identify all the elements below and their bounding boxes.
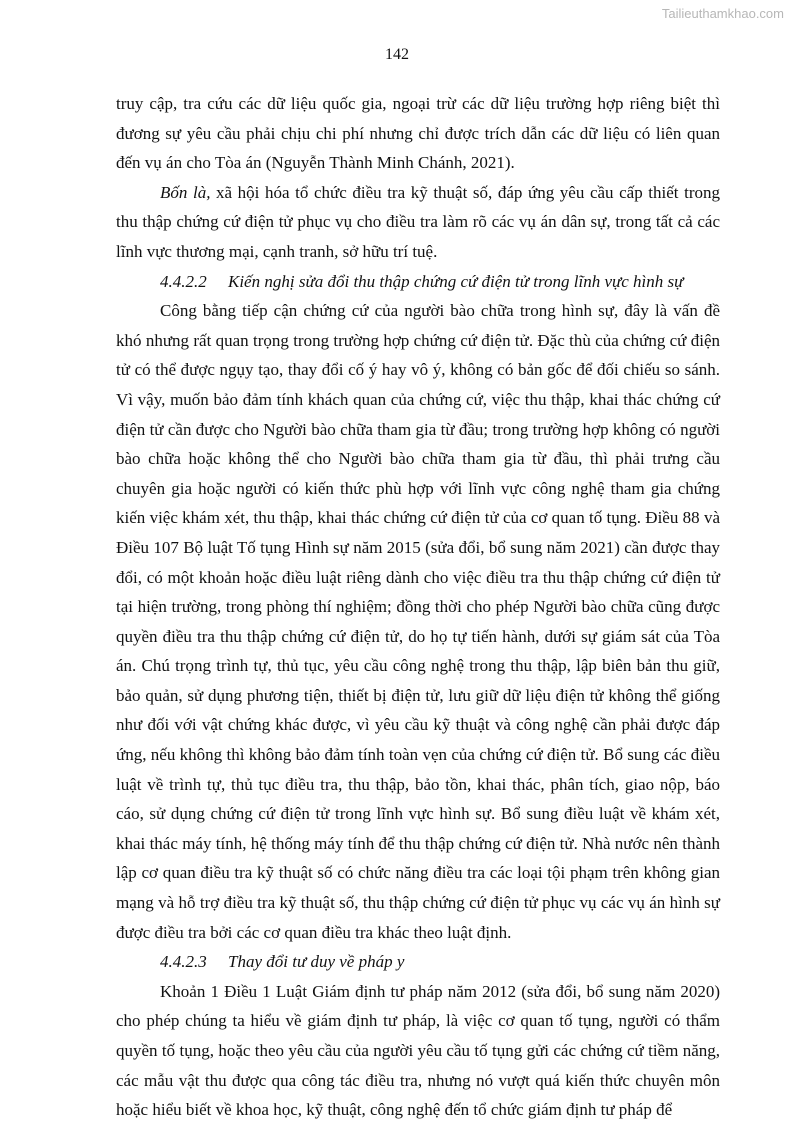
section-number-4422: 4.4.2.2 <box>160 271 207 291</box>
paragraph-fourth-text: xã hội hóa tổ chức điều tra kỹ thuật số, đáp ứng yêu cầu cấp thiết trong thu thập chứng cứ điện tử phục vụ cho điều tra làm rõ các vụ án dân sự, trong tất cả các lĩnh vực thương mại, cạnh tranh, sở hữu trí tuệ. <box>116 182 721 261</box>
section-body-4422: Công bằng tiếp cận chứng cứ của người bào chữa trong hình sự, đây là vấn đề khó nhưng rất quan trọng trong trường hợp chứng cứ điện tử. Đặc thù của chứng cứ điện tử có thể được ngụy tạo, thay đổi cố ý hay vô ý, không có bản gốc để đối chiếu so sánh. Vì vậy, muốn bảo đảm tính khách quan của chứng cứ, việc thu thập, khai thác chứng cứ điện tử cần được cho Người bào chữa tham gia từ đầu; trong trường hợp không có người bào chữa hoặc không thể cho Người bào chữa tham gia từ đầu, thì phải trưng cầu chuyên gia hoặc người có kiến thức phù hợp với lĩnh vực công nghệ tham gia chứng kiến việc khám xét, thu thập, khai thác chứng cứ điện tử của cơ quan tố tụng. Điều 88 và Điều 107 Bộ luật Tố tụng Hình sự năm 2015 (sửa đổi, bổ sung năm 2021) cần được thay đổi, có một khoản hoặc điều luật riêng dành cho việc điều tra thu thập chứng cứ điện tử tại hiện trường, trong phòng thí nghiệm; đồng thời cho phép Người bào chữa cũng được quyền điều tra thu thập chứng cứ điện tử, do họ tự tiến hành, dưới sự giám sát của Tòa án. Chú trọng trình tự, thủ tục, yêu cầu công nghệ trong thu thập, lập biên bản thu giữ, bảo quản, sử dụng phương tiện, thiết bị điện tử, lưu giữ dữ liệu điện tử không thể giống như đối với vật chứng khác được, vì yêu cầu kỹ thuật và công nghệ cần phải được đáp ứng, nếu không thì không bảo đảm tính toàn vẹn của chứng cứ điện tử. Bổ sung các điều luật về trình tự, thủ tục điều tra, thu thập, bảo tồn, khai thác, phân tích, giao nộp, báo cáo, sử dụng chứng cứ điện tử trong lĩnh vực hình sự. Bổ sung điều luật về khám xét, khai thác máy tính, hệ thống máy tính để thu thập chứng cứ điện tử. Nhà nước nên thành lập cơ quan điều tra kỹ thuật số có chức năng điều tra các loại tội phạm trên không gian mạng và hỗ trợ điều tra kỹ thuật số, thu thập chứng cứ điện tử phục vụ các vụ án hình sự được điều tra bởi các cơ quan điều tra khác theo luật định. <box>116 301 720 942</box>
section-title-4423: Thay đổi tư duy về pháp y <box>228 952 405 972</box>
document-body <box>116 89 720 1125</box>
page-number: 142 <box>385 46 409 63</box>
section-heading-4423 <box>116 947 720 977</box>
section-title-4422: Kiến nghị sửa đổi thu thập chứng cứ điện tử trong lĩnh vực hình sự <box>228 271 684 291</box>
paragraph-fourth-lead: Bốn là, <box>160 182 211 202</box>
section-number-4423: 4.4.2.3 <box>160 952 207 972</box>
paragraph-continuation: truy cập, tra cứu các dữ liệu quốc gia, ngoại trừ các dữ liệu trường hợp riêng biệt thì đương sự yêu cầu phải chịu chi phí nhưng chỉ được trích dẫn các dữ liệu có liên quan đến vụ án cho Tòa án (Nguyễn Thành Minh Chánh, 2021). <box>116 94 720 173</box>
watermark-text: Tailieuthamkhao.com <box>661 6 784 21</box>
section-heading-4422 <box>116 267 720 297</box>
section-body-4423: Khoản 1 Điều 1 Luật Giám định tư pháp năm 2012 (sửa đổi, bổ sung năm 2020) cho phép chúng ta hiểu về giám định tư pháp, là việc cơ quan tố tụng, người có thẩm quyền tố tụng, hoặc theo yêu cầu của người yêu cầu tố tụng gửi các chứng cứ tiềm năng, các mẫu vật thu được qua công tác điều tra, nhưng nó vượt quá kiến thức chuyên môn hoặc hiểu biết về khoa học, kỹ thuật, công nghệ đến tổ chức giám định tư pháp để <box>116 981 720 1120</box>
paragraph-fourth <box>116 178 720 267</box>
